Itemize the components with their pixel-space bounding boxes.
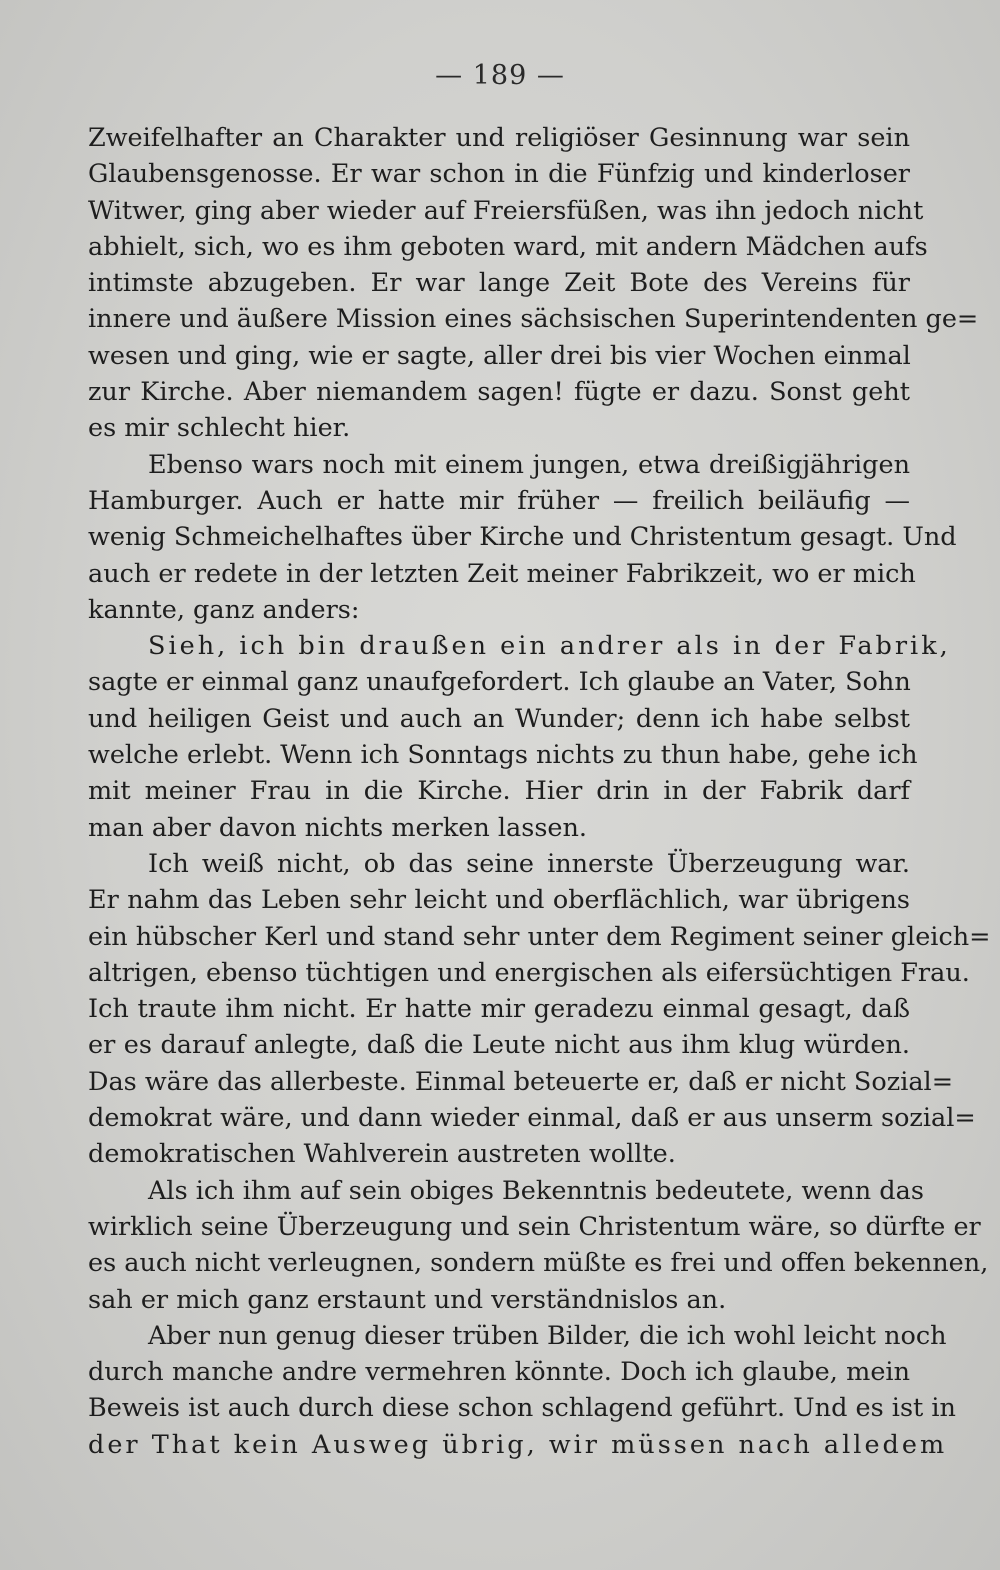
text-line: man aber davon nichts merken lassen. [88, 812, 588, 843]
text-line: zur Kirche. Aber niemandem sagen! fügte er dazu. Sonst geht [88, 377, 910, 408]
text-line: wesen und ging, wie er sagte, aller drei bis vier Wochen einmal [88, 340, 911, 371]
text-line: und heiligen Geist und auch an Wunder; denn ich habe selbst [88, 703, 910, 734]
text-line: innere und äußere Mission eines sächsischen Superintendenten ge= [88, 304, 979, 335]
text-line: Hamburger. Auch er hatte mir früher — freilich beiläufig — [88, 485, 910, 516]
text-line: der That kein Ausweg übrig, wir müssen nach alledem [88, 1429, 948, 1460]
text-line: Das wäre das allerbeste. Einmal beteuerte er, daß er nicht Sozial= [88, 1066, 954, 1097]
page-number: — 189 — [435, 60, 565, 91]
text-line: Ich weiß nicht, ob das seine innerste Überzeugung war. [148, 848, 910, 879]
text-line: Witwer, ging aber wieder auf Freiersfüßen, was ihn jedoch nicht [88, 195, 924, 226]
text-line: demokrat wäre, und dann wieder einmal, daß er aus unserm sozial= [88, 1103, 976, 1134]
text-line: es mir schlecht hier. [88, 413, 351, 444]
text-line: intimste abzugeben. Er war lange Zeit Bote des Vereins für [88, 268, 910, 299]
text-line: welche erlebt. Wenn ich Sonntags nichts zu thun habe, gehe ich [88, 740, 918, 771]
text-line: wenig Schmeichelhaftes über Kirche und Christentum gesagt. Und [88, 522, 957, 553]
text-line: Aber nun genug dieser trüben Bilder, die ich wohl leicht noch [148, 1320, 947, 1351]
text-line: demokratischen Wahlverein austreten wollte. [88, 1139, 676, 1170]
text-line: mit meiner Frau in die Kirche. Hier drin in der Fabrik darf [88, 776, 910, 807]
text-line: durch manche andre vermehren könnte. Doch ich glaube, mein [88, 1357, 910, 1388]
text-line: es auch nicht verleugnen, sondern müßte es frei und offen bekennen, [88, 1248, 989, 1279]
text-line: altrigen, ebenso tüchtigen und energischen als eifersüchtigen Frau. [88, 957, 970, 988]
text-line: Sieh, ich bin draußen ein andrer als in der Fabrik, [148, 631, 951, 662]
text-line: Zweifelhafter an Charakter und religiöser Gesinnung war sein [88, 123, 910, 153]
text-line: Beweis ist auch durch diese schon schlagend geführt. Und es ist in [88, 1393, 956, 1424]
text-line: ein hübscher Kerl und stand sehr unter dem Regiment seiner gleich= [88, 921, 991, 952]
text-line: Ich traute ihm nicht. Er hatte mir geradezu einmal gesagt, daß [88, 994, 910, 1025]
text-line: er es darauf anlegte, daß die Leute nicht aus ihm klug würden. [88, 1030, 910, 1061]
text-line: wirklich seine Überzeugung und sein Christentum wäre, so dürfte er [88, 1211, 981, 1242]
text-line: abhielt, sich, wo es ihm geboten ward, mit andern Mädchen aufs [88, 231, 928, 262]
text-line: auch er redete in der letzten Zeit meiner Fabrikzeit, wo er mich [88, 558, 916, 589]
body-text [88, 120, 991, 1463]
text-line: sah er mich ganz erstaunt und verständnislos an. [88, 1284, 727, 1315]
text-line: kannte, ganz anders: [88, 594, 360, 625]
text-line: Er nahm das Leben sehr leicht und oberflächlich, war übrigens [88, 885, 910, 916]
text-line: sagte er einmal ganz unaufgefordert. Ich glaube an Vater, Sohn [88, 667, 911, 698]
text-line: Ebenso wars noch mit einem jungen, etwa dreißigjährigen [148, 449, 910, 480]
text-line: Als ich ihm auf sein obiges Bekenntnis bedeutete, wenn das [148, 1175, 924, 1206]
text-line: Glaubensgenosse. Er war schon in die Fünfzig und kinderloser [88, 159, 910, 190]
